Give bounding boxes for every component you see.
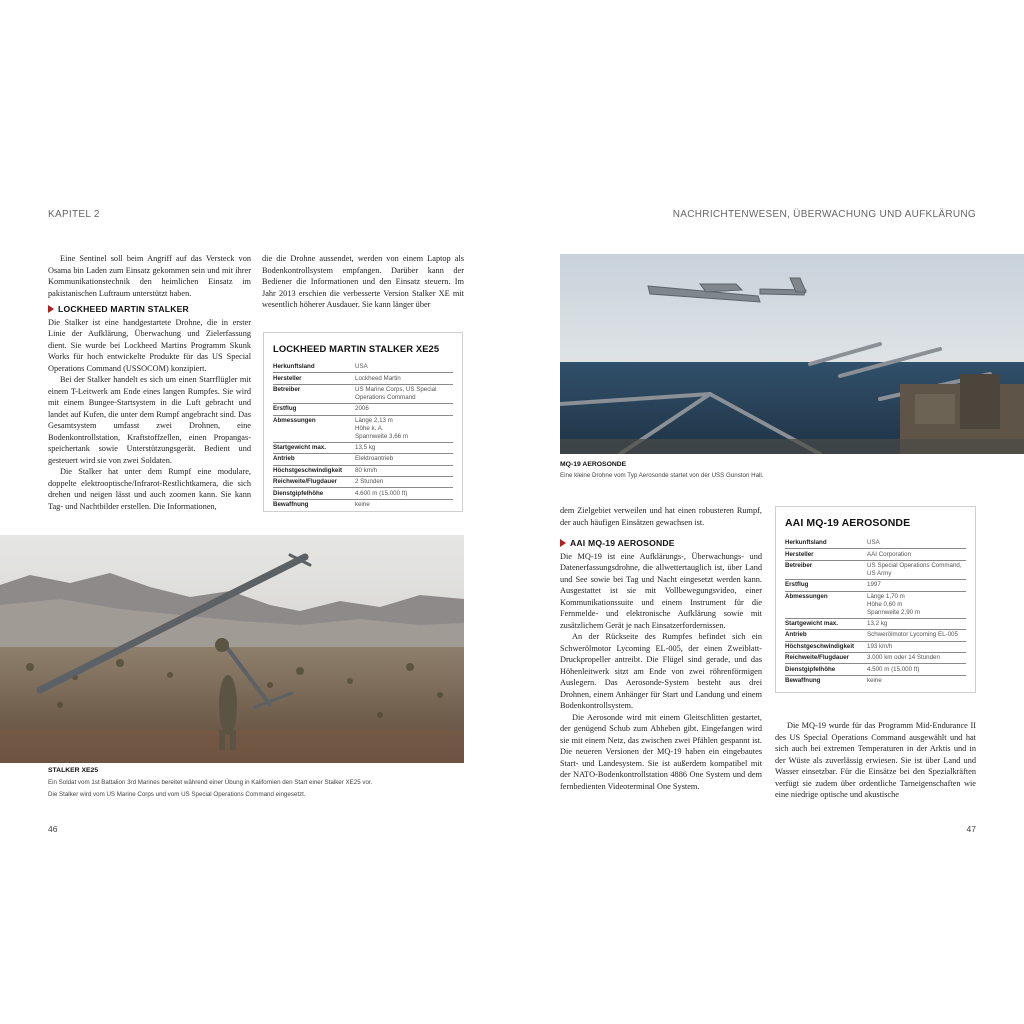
- photo-mq19-aerosonde: [560, 254, 1024, 454]
- spec-row: [273, 373, 453, 384]
- spec-value: USA: [867, 539, 880, 547]
- spec-value: Schwerölmotor Lycoming EL-005: [867, 631, 958, 639]
- photo-stalker-xe25: [0, 535, 464, 763]
- spec-value: Lockheed Martin: [355, 374, 401, 382]
- body-paragraph: Die Stalker hat unter dem Rumpf eine modulare, doppelte elektrooptische/Infrarot-Restlichtkamera, die sich drehen und neigen lässt und auch zoomen kann. Sie kann Tag- und Nachtbilder erstellen. Die Informationen,: [48, 467, 251, 511]
- spec-value: 13,5 kg: [355, 444, 376, 452]
- spec-key: Dienstgipfelhöhe: [273, 489, 324, 497]
- spec-row: [273, 488, 453, 499]
- spec-key: Erstflug: [273, 405, 297, 413]
- spec-row: [273, 443, 453, 454]
- spec-key: Abmessungen: [273, 416, 316, 424]
- spec-row: [785, 642, 966, 653]
- spec-key: Erstflug: [785, 581, 809, 589]
- spec-value: Länge 1,70 m Höhe 0,60 m Spannweite 2,90 m: [867, 592, 920, 616]
- section-heading-stalker: LOCKHEED MARTIN STALKER: [48, 304, 251, 316]
- spec-row: [785, 561, 966, 580]
- spec-row: [273, 477, 453, 488]
- body-paragraph: die die Drohne aussendet, werden von einem Laptop als Bodenkontrollsystem empfangen. Darüber kann der Bediener die Informationen und den Einsatz steuern. Im Jahr 2013 erschien die verbesserte Version Stalker XE mit wesentlich höherer Ausdauer. Sie kann länger über: [262, 254, 464, 309]
- spec-key: Reichweite/Flugdauer: [785, 654, 849, 662]
- body-paragraph: Bei der Stalker handelt es sich um einen Starrflügler mit einem T-Leitwerk am Ende eines langen Rumpfes. Sie wird mit einem Bungee-Startsystem in die Luft gebracht und landet auf Kufen, die unter dem Rumpf angebracht sind. Das Gesamtsystem umfasst zwei Drohnen, eine Bodenkontrollstation, Kraftstoffzellen, einen Propangasspeichertank sowie Unterstützungsgerät. Bedient und gesteuert wird sie von zwei Soldaten.: [48, 375, 251, 465]
- spec-key: Antrieb: [785, 631, 807, 639]
- spec-key: Hersteller: [273, 374, 302, 382]
- triangle-bullet-icon: [48, 305, 54, 313]
- spec-row: [785, 676, 966, 686]
- spec-value: 3.000 km oder 14 Stunden: [867, 654, 940, 662]
- spec-key: Betreiber: [273, 385, 301, 393]
- spec-key: Höchstgeschwindigkeit: [785, 642, 855, 650]
- spec-value: US Special Operations Command, US Army: [867, 561, 962, 577]
- spec-row: [273, 500, 453, 510]
- body-paragraph: An der Rückseite des Rumpfes befindet sich ein Schwerölmotor Lycoming EL-005, der einen Zweiblatt-Druckpropeller antreibt. Die Flügel sind gerade, und das Höhenleitwerk sitzt am Ende von zwei röhrenförmigen Auslegern. Das Aerosonde-System besteht aus drei Drohnen, einem Anhänger für Start und Landung und einem Bodenkontrollsystem.: [560, 632, 762, 710]
- body-paragraph: dem Zielgebiet verweilen und hat einen robusteren Rumpf, der auch häufigen Einsätzen gewachsen ist.: [560, 506, 762, 527]
- spec-row: [273, 385, 453, 404]
- spec-key: Herkunftsland: [785, 539, 827, 547]
- spec-row: [785, 619, 966, 630]
- spec-value: keine: [867, 676, 882, 684]
- body-paragraph: Die MQ-19 wurde für das Programm Mid-Endurance II des US Special Operations Command ausgewählt und hat sich auch bei extremen Temperaturen in der Arktis und in der Wüste als zuverlässig erwiesen. Sie ist über Land und Wasser einsetzbar. Für die Einsätze bei den Spezialkräften verfügt sie zudem über ordentliche Tarneigenschaften wie eine niedrige optische und akustische: [775, 721, 976, 799]
- intro-paragraph: Eine Sentinel soll beim Angriff auf das Versteck von Osama bin Laden zum Einsatz gekommen sein und mit ihrer Kommunikationstechnik den heimlichen Einsatz im pakistanischen Luftraum unterstützt haben.: [48, 254, 251, 298]
- spec-value: 2 Stunden: [355, 478, 384, 486]
- spec-value: Elektroantrieb: [355, 455, 394, 463]
- spec-row: [273, 416, 453, 443]
- spec-value: AAI Corporation: [867, 550, 912, 558]
- spec-key: Dienstgipfelhöhe: [785, 665, 836, 673]
- spec-row: [273, 404, 453, 415]
- spec-key: Antrieb: [273, 455, 295, 463]
- spec-key: Betreiber: [785, 561, 813, 569]
- caption-text-right-1: Eine kleine Drohne vom Typ Aerosonde startet von der USS Gunston Hall.: [560, 472, 764, 479]
- spec-key: Hersteller: [785, 550, 814, 558]
- spec-value: 13,2 kg: [867, 620, 888, 628]
- spec-key: Reichweite/Flugdauer: [273, 478, 337, 486]
- spec-box-stalker: [263, 332, 463, 512]
- body-paragraph: Die Stalker ist eine handgestartete Drohne, die in erster Linie der Aufklärung, Überwachung und Zielerfassung dient. Sie wurde bei Lockheed Martins Programm Skunk Works für hoch entwickelte Produkte für das US Special Operations Command (USSOCOM) konzipiert.: [48, 317, 251, 373]
- spec-key: Startgewicht max.: [273, 444, 326, 452]
- spec-row: [785, 592, 966, 619]
- spec-row: [785, 664, 966, 675]
- body-paragraph: Die MQ-19 ist eine Aufklärungs-, Überwachungs- und Datenerfassungsdrohne, die allwettertauglich ist, über Land und See sowie bei Tag und Nacht eingesetzt werden kann. Ausgestattet ist sie mit Vollbewegungsvideo, einer Kommunikationssuite und einem Instrument für die Fernmelde- und elektronische Aufklärung sowie mit zusätzlichem Gerät je nach Einsatzerfordernissen.: [560, 551, 762, 630]
- spec-value: 4.500 m (15.000 ft): [867, 665, 920, 673]
- spec-key: Startgewicht max.: [785, 620, 838, 628]
- spec-key: Höchstgeschwindigkeit: [273, 466, 343, 474]
- spec-value: 1997: [867, 581, 881, 589]
- spec-key: Abmessungen: [785, 592, 828, 600]
- left-col-2: [262, 253, 464, 311]
- caption-title-left: STALKER XE25: [48, 767, 99, 774]
- spec-value: Länge 2,13 m Höhe k. A. Spannweite 3,66 m: [355, 416, 408, 440]
- page-number-left: 46: [48, 824, 58, 834]
- spec-value: keine: [355, 500, 370, 508]
- spec-value: 80 km/h: [355, 466, 378, 474]
- spec-box-title: AAI MQ-19 AEROSONDE: [785, 517, 911, 529]
- triangle-bullet-icon: [560, 539, 566, 547]
- caption-text-left-2: Die Stalker wird vom US Marine Corps und vom US Special Operations Command eingesetzt.: [48, 791, 306, 798]
- spec-box-title: LOCKHEED MARTIN STALKER XE25: [273, 343, 440, 354]
- left-col-1: [48, 253, 251, 512]
- caption-title-right: MQ-19 AEROSONDE: [560, 461, 627, 468]
- spec-row: [273, 454, 453, 465]
- spec-table: [785, 538, 966, 686]
- spec-value: US Marine Corps, US Special Operations Command: [355, 385, 437, 401]
- section-heading-aerosonde: AAI MQ-19 AEROSONDE: [560, 538, 762, 550]
- spec-value: USA: [355, 363, 368, 371]
- running-head-left: KAPITEL 2: [48, 209, 100, 220]
- photo-stalker-image: [0, 535, 464, 763]
- photo-aerosonde-image: [560, 254, 1024, 454]
- spec-table: [273, 362, 453, 510]
- spec-row: [785, 549, 966, 560]
- right-col-2: [775, 720, 976, 801]
- spec-row: [785, 580, 966, 591]
- spec-value: 4.600 m (15.000 ft): [355, 489, 408, 497]
- spec-row: [273, 466, 453, 477]
- spec-value: 2006: [355, 405, 369, 413]
- spec-key: Bewaffnung: [785, 676, 821, 684]
- body-paragraph: Die Aerosonde wird mit einem Gleitschlitten gestartet, der genügend Schub zum Abheben gibt. Eingefangen wird sie mit einem Netz, das zwischen zwei Pfählen gespannt ist. Die neueren Versionen der MQ-19 haben ein eingebautes Start- und Landesystem. Sie ist außerdem kompatibel mit der NATO-Bodenkontrollstation 4886 One System und dem fernbedienten Videoterminal One System.: [560, 712, 762, 791]
- caption-text-left-1: Ein Soldat vom 1st Battalion 3rd Marines bereitet während einer Übung in Kalifornien den Start einer Stalker XE25 vor.: [48, 779, 373, 786]
- page-number-right: 47: [966, 824, 976, 834]
- right-col-1: [560, 505, 762, 792]
- spec-box-aerosonde: [775, 506, 976, 693]
- spec-key: Herkunftsland: [273, 363, 315, 371]
- spec-row: [785, 653, 966, 664]
- spec-row: [785, 538, 966, 549]
- spec-key: Bewaffnung: [273, 500, 309, 508]
- spec-value: 193 km/h: [867, 642, 893, 650]
- spec-row: [785, 630, 966, 641]
- running-head-right: NACHRICHTENWESEN, ÜBERWACHUNG UND AUFKLÄRUNG: [672, 209, 976, 220]
- spec-row: [273, 362, 453, 373]
